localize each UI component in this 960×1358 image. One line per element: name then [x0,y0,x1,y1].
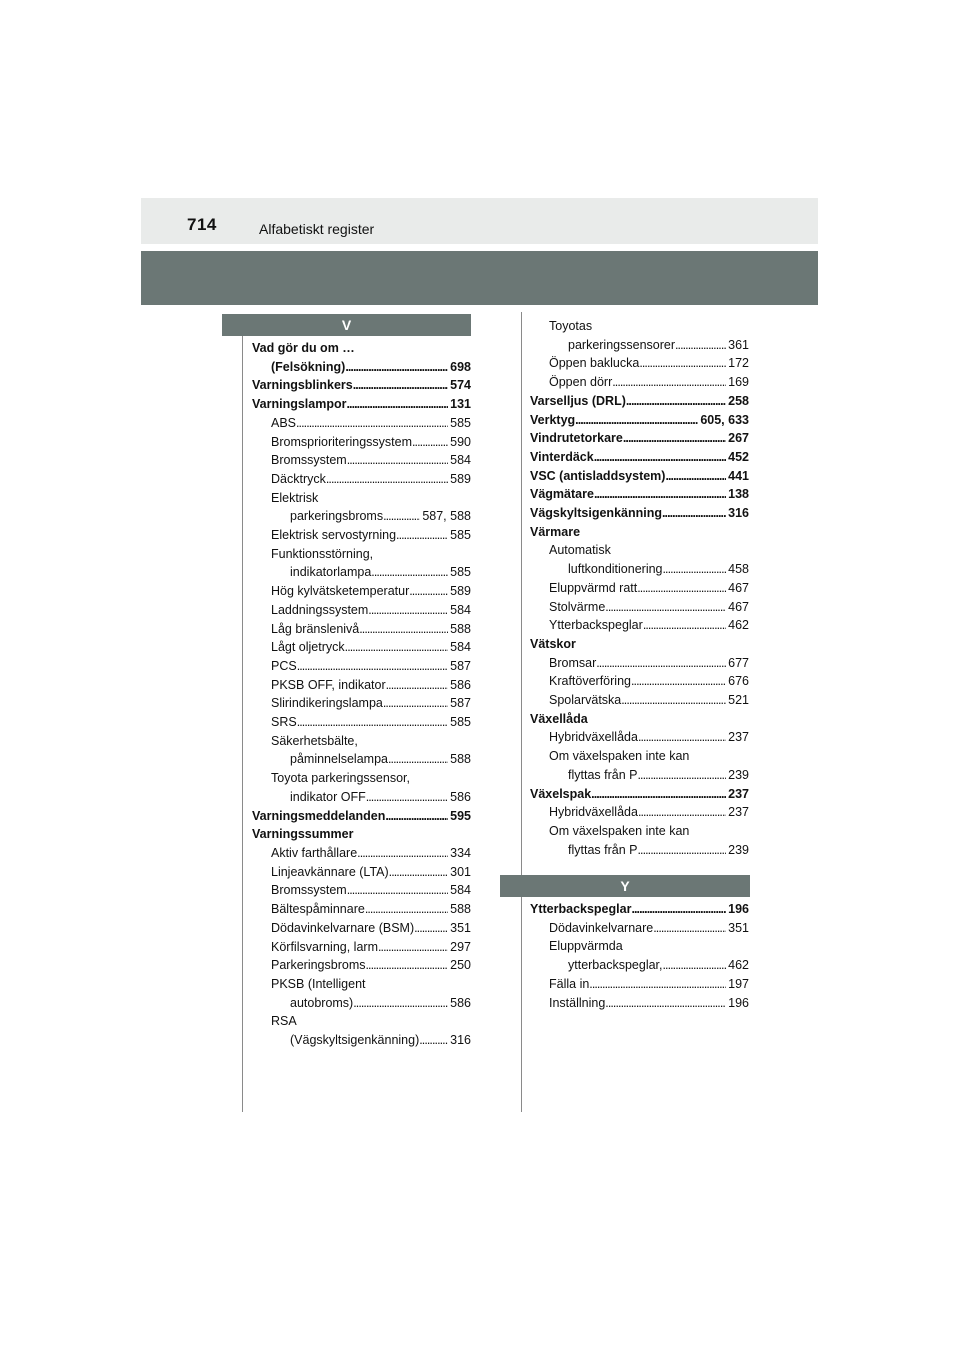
index-entry [530,956,749,975]
index-term: Ytterbackspeglar [549,618,643,633]
dot-leader [353,994,448,1013]
dot-leader [366,788,448,807]
dot-leader [665,467,726,486]
index-term: Hög kylvätsketemperatur [271,584,410,599]
dot-leader [612,373,726,392]
index-page-ref: 585 [450,528,471,543]
index-term: Inställning [549,995,606,1010]
index-term: PCS [271,658,297,673]
index-page-ref: 467 [728,599,749,614]
dot-leader [296,414,448,433]
index-page-ref: 589 [450,471,471,486]
index-term: Aktiv farthållare [271,845,358,860]
index-term: Öppen baklucka [549,356,640,371]
index-term: Toyotas [549,319,593,333]
index-entry [252,433,471,452]
dot-leader [653,919,726,938]
index-page-ref: 351 [728,920,749,935]
index-page-ref: 351 [450,920,471,935]
index-term: autobroms) [290,995,354,1010]
index-entry [252,975,471,994]
index-entry [252,339,471,358]
index-entry [252,732,471,751]
dot-leader [623,429,726,448]
index-term: Bromsprioriteringssystem [271,434,413,449]
index-entry [530,672,749,691]
dot-leader [386,676,449,695]
index-entry [530,919,749,938]
index-page-ref: 589 [450,584,471,599]
index-page-ref: 595 [450,808,471,823]
index-page-ref: 462 [728,958,749,973]
index-page-ref: 334 [450,845,471,860]
index-term: Laddningssystem [271,602,369,617]
index-page-ref: 196 [728,902,749,916]
page-number: 714 [187,215,217,234]
index-page-ref: 584 [450,640,471,655]
index-entry [530,785,749,804]
index-entry [252,507,471,526]
index-term: Eluppvärmda [549,939,623,954]
dot-leader [605,994,726,1013]
index-term: Varningsblinkers [252,378,353,393]
index-entry [252,919,471,938]
dot-leader [419,1031,448,1050]
index-column-left [252,339,471,1050]
index-page-ref: 585 [450,415,471,430]
index-entry [530,579,749,598]
index-page-ref: 458 [728,562,749,577]
index-entry [252,713,471,732]
dot-leader [326,470,448,489]
index-page-ref: 169 [728,375,749,390]
dot-leader [409,582,448,601]
index-term: (Felsökning) [271,359,346,374]
index-entry [530,994,749,1013]
index-term: VSC (antisladdsystem) [530,468,666,483]
index-page-ref: 585 [450,565,471,580]
index-entry [530,710,749,729]
index-page-ref: 172 [728,356,749,371]
dot-leader [347,451,448,470]
index-page-ref: 197 [728,976,749,991]
index-term: RSA [271,1014,297,1029]
index-term: SRS [271,715,297,730]
dot-leader [345,638,448,657]
index-term: Eluppvärmd ratt [549,580,638,595]
index-page-ref: 588 [450,752,471,767]
index-entry [530,803,749,822]
index-page-ref: 250 [450,958,471,973]
index-column-right-y [530,900,749,1012]
index-entry [252,657,471,676]
index-term: PKSB (Intelligent [271,976,366,991]
index-page-ref: 297 [450,939,471,954]
section-letter-y: Y [500,875,750,897]
index-page-ref: 138 [728,487,749,502]
index-entry [530,354,749,373]
index-entry [530,691,749,710]
index-term: Vinterdäck [530,449,594,464]
dot-leader [357,844,448,863]
dot-leader [663,956,727,975]
index-page-ref: 588 [450,902,471,917]
column-rule-middle [521,312,522,1112]
dot-leader [345,358,448,377]
index-term: Vägskyltsigenkänning [530,506,662,521]
index-page-ref: 239 [728,767,749,782]
index-page-ref: 521 [728,693,749,708]
index-entry [530,448,749,467]
index-page-ref: 441 [728,468,749,483]
index-entry [252,489,471,508]
dot-leader [637,841,726,860]
dot-leader [378,938,448,957]
index-entry [252,750,471,769]
index-term: Parkeringsbroms [271,958,366,973]
index-term: Kraftöverföring [549,674,631,689]
index-entry [252,769,471,788]
index-term: flyttas från P [568,767,638,782]
index-entry [252,601,471,620]
index-page-ref: 131 [450,397,471,412]
dot-leader [639,354,726,373]
index-term: Varningssummer [252,827,354,842]
index-entry [252,994,471,1013]
index-page-ref: 677 [728,655,749,670]
index-entry [252,788,471,807]
index-term: Elektrisk servostyrning [271,528,397,543]
index-entry [530,560,749,579]
index-term: Dödavinkelvarnare [549,920,654,935]
index-term: Lågt oljetryck [271,640,345,655]
dot-leader [368,601,448,620]
index-page-ref: 586 [450,995,471,1010]
index-term: Bromssystem [271,883,347,898]
dot-leader [396,526,448,545]
dot-leader [631,672,726,691]
index-entry [530,336,749,355]
index-entry [530,635,749,654]
index-page-ref: 574 [450,378,471,393]
dot-leader [575,411,698,430]
index-entry [252,395,471,414]
index-entry [252,1031,471,1050]
index-page-ref: 587 [450,696,471,711]
index-page-ref: 239 [728,842,749,857]
index-page-ref: 237 [728,730,749,745]
dot-leader [605,598,726,617]
dot-leader [389,863,448,882]
index-entry [530,467,749,486]
index-term: Verktyg [530,412,576,427]
index-term: Bromsar [549,655,597,670]
index-term: Fälla in [549,976,590,991]
index-entry [530,392,749,411]
index-entry [252,900,471,919]
index-term: Öppen dörr [549,375,613,390]
index-term: Värmare [530,524,581,539]
index-term: Hybridväxellåda [549,805,638,820]
section-letter-v: V [222,314,471,336]
dot-leader [591,785,726,804]
index-entry [530,598,749,617]
index-entry [252,526,471,545]
index-term: indikatorlampa [290,565,372,580]
dot-leader [675,336,726,355]
index-term: parkeringsbroms [290,509,384,524]
index-term: Vägmätare [530,487,594,502]
index-term: Om växelspaken inte kan [549,749,690,764]
dot-leader [631,900,726,919]
index-entry [252,881,471,900]
index-entry [530,317,749,336]
dot-leader [637,579,726,598]
index-term: Låg bränslenivå [271,621,360,636]
index-page-ref: 316 [728,506,749,521]
index-term: Växelspak [530,786,592,801]
index-entry [252,545,471,564]
dot-leader [643,616,726,635]
dot-leader [594,485,726,504]
index-entry [252,938,471,957]
dot-leader [297,657,448,676]
dot-leader [662,504,726,523]
dot-leader [353,376,448,395]
index-page-ref: 586 [450,677,471,692]
index-page-ref: 267 [728,431,749,446]
index-entry [530,937,749,956]
index-entry [530,373,749,392]
index-entry [252,863,471,882]
index-term: Säkerhetsbälte, [271,733,358,748]
index-term: parkeringssensorer [568,337,675,352]
dot-leader [621,691,726,710]
index-entry [530,504,749,523]
index-term: Hybridväxellåda [549,730,638,745]
index-page-ref: 587 [450,658,471,673]
index-term: indikator OFF [290,789,366,804]
dot-leader [637,766,726,785]
index-page-ref: 584 [450,883,471,898]
index-term: Däcktryck [271,471,326,486]
index-entry [530,411,749,430]
index-term: ytterbackspeglar, [568,958,663,973]
index-entry [530,523,749,542]
index-term: Linjeavkännare (LTA) [271,864,389,879]
index-page-ref: 237 [728,805,749,820]
index-entry [252,414,471,433]
dot-leader [412,433,448,452]
dot-leader [414,919,448,938]
index-term: Spolarvätska [549,693,622,708]
index-term: Funktionsstörning, [271,546,374,561]
index-entry [252,844,471,863]
index-page-ref: 462 [728,618,749,633]
index-entry [252,825,471,844]
header-band [141,198,818,244]
index-entry [252,638,471,657]
index-entry [530,429,749,448]
index-term: Automatisk [549,543,611,558]
index-page-ref: 605, 633 [700,412,749,427]
index-term: Varningslampor [252,397,347,412]
index-page-ref: 585 [450,715,471,730]
index-entry [252,582,471,601]
index-page-ref: 196 [728,995,749,1010]
page-title: Alfabetiskt register [259,221,375,237]
dot-leader [594,448,726,467]
index-entry [530,822,749,841]
index-term: Vad gör du om … [252,341,355,355]
index-entry [530,485,749,504]
index-entry [252,956,471,975]
index-entry [252,807,471,826]
index-entry [530,654,749,673]
index-term: Körfilsvarning, larm [271,939,378,954]
index-page-ref: 452 [728,449,749,464]
index-page-ref: 676 [728,674,749,689]
index-entry [530,541,749,560]
index-entry [530,616,749,635]
index-page-ref: 258 [728,393,749,408]
index-entry [252,376,471,395]
dot-leader [596,654,726,673]
index-term: Stolvärme [549,599,606,614]
column-rule-left [242,336,243,1112]
index-term: PKSB OFF, indikator [271,677,386,692]
dot-leader [626,392,726,411]
index-term: Slirindikeringslampa [271,696,383,711]
index-term: Vindrutetorkare [530,431,623,446]
index-entry [252,694,471,713]
index-page-ref: 361 [728,337,749,352]
index-entry [530,766,749,785]
index-page-ref: 467 [728,580,749,595]
index-term: (Vägskyltsigenkänning) [290,1033,420,1048]
index-page-ref: 586 [450,789,471,804]
dot-leader [385,807,448,826]
dot-leader [371,563,448,582]
index-page-ref: 316 [450,1033,471,1048]
dot-leader [638,803,726,822]
index-entry [252,358,471,377]
index-term: Varselljus (DRL) [530,393,626,408]
index-entry [252,1012,471,1031]
dot-leader [638,728,726,747]
index-page-ref: 590 [450,434,471,449]
dot-leader [388,750,448,769]
index-term: Ytterbackspeglar [530,902,632,916]
index-term: påminnelselampa [290,752,388,767]
index-term: flyttas från P [568,842,638,857]
dot-leader [347,881,448,900]
index-term: Om växelspaken inte kan [549,823,690,838]
index-term: Vätskor [530,636,576,651]
index-term: Varningsmeddelanden [252,808,386,823]
index-page-ref: 237 [728,786,749,801]
dot-leader [365,900,448,919]
dot-leader [383,694,448,713]
dot-leader [383,507,420,526]
index-entry [252,451,471,470]
dot-leader [365,956,448,975]
index-term: ABS [271,415,297,430]
index-entry [530,747,749,766]
index-term: Bältespåminnare [271,902,365,917]
index-page-ref: 698 [450,359,471,374]
index-entry [252,620,471,639]
index-term: Växellåda [530,711,588,726]
dot-leader [346,395,448,414]
index-term: Elektrisk [271,490,319,505]
index-term: Dödavinkelvarnare (BSM) [271,920,415,935]
dot-leader [589,975,726,994]
index-column-right-v [530,317,749,859]
index-entry [530,975,749,994]
index-entry [530,900,749,919]
index-page-ref: 587, 588 [422,509,471,524]
dot-leader [297,713,448,732]
index-entry [530,841,749,860]
dot-leader [663,560,727,579]
index-page-ref: 301 [450,864,471,879]
index-entry [252,563,471,582]
index-term: luftkonditionering [568,562,663,577]
index-page-ref: 584 [450,602,471,617]
index-term: Bromssystem [271,453,347,468]
index-entry [530,728,749,747]
index-term: Toyota parkeringssensor, [271,771,410,786]
index-entry [252,676,471,695]
dot-leader [359,620,448,639]
index-page-ref: 588 [450,621,471,636]
header-divider-band [141,251,818,305]
index-page-ref: 584 [450,453,471,468]
index-entry [252,470,471,489]
